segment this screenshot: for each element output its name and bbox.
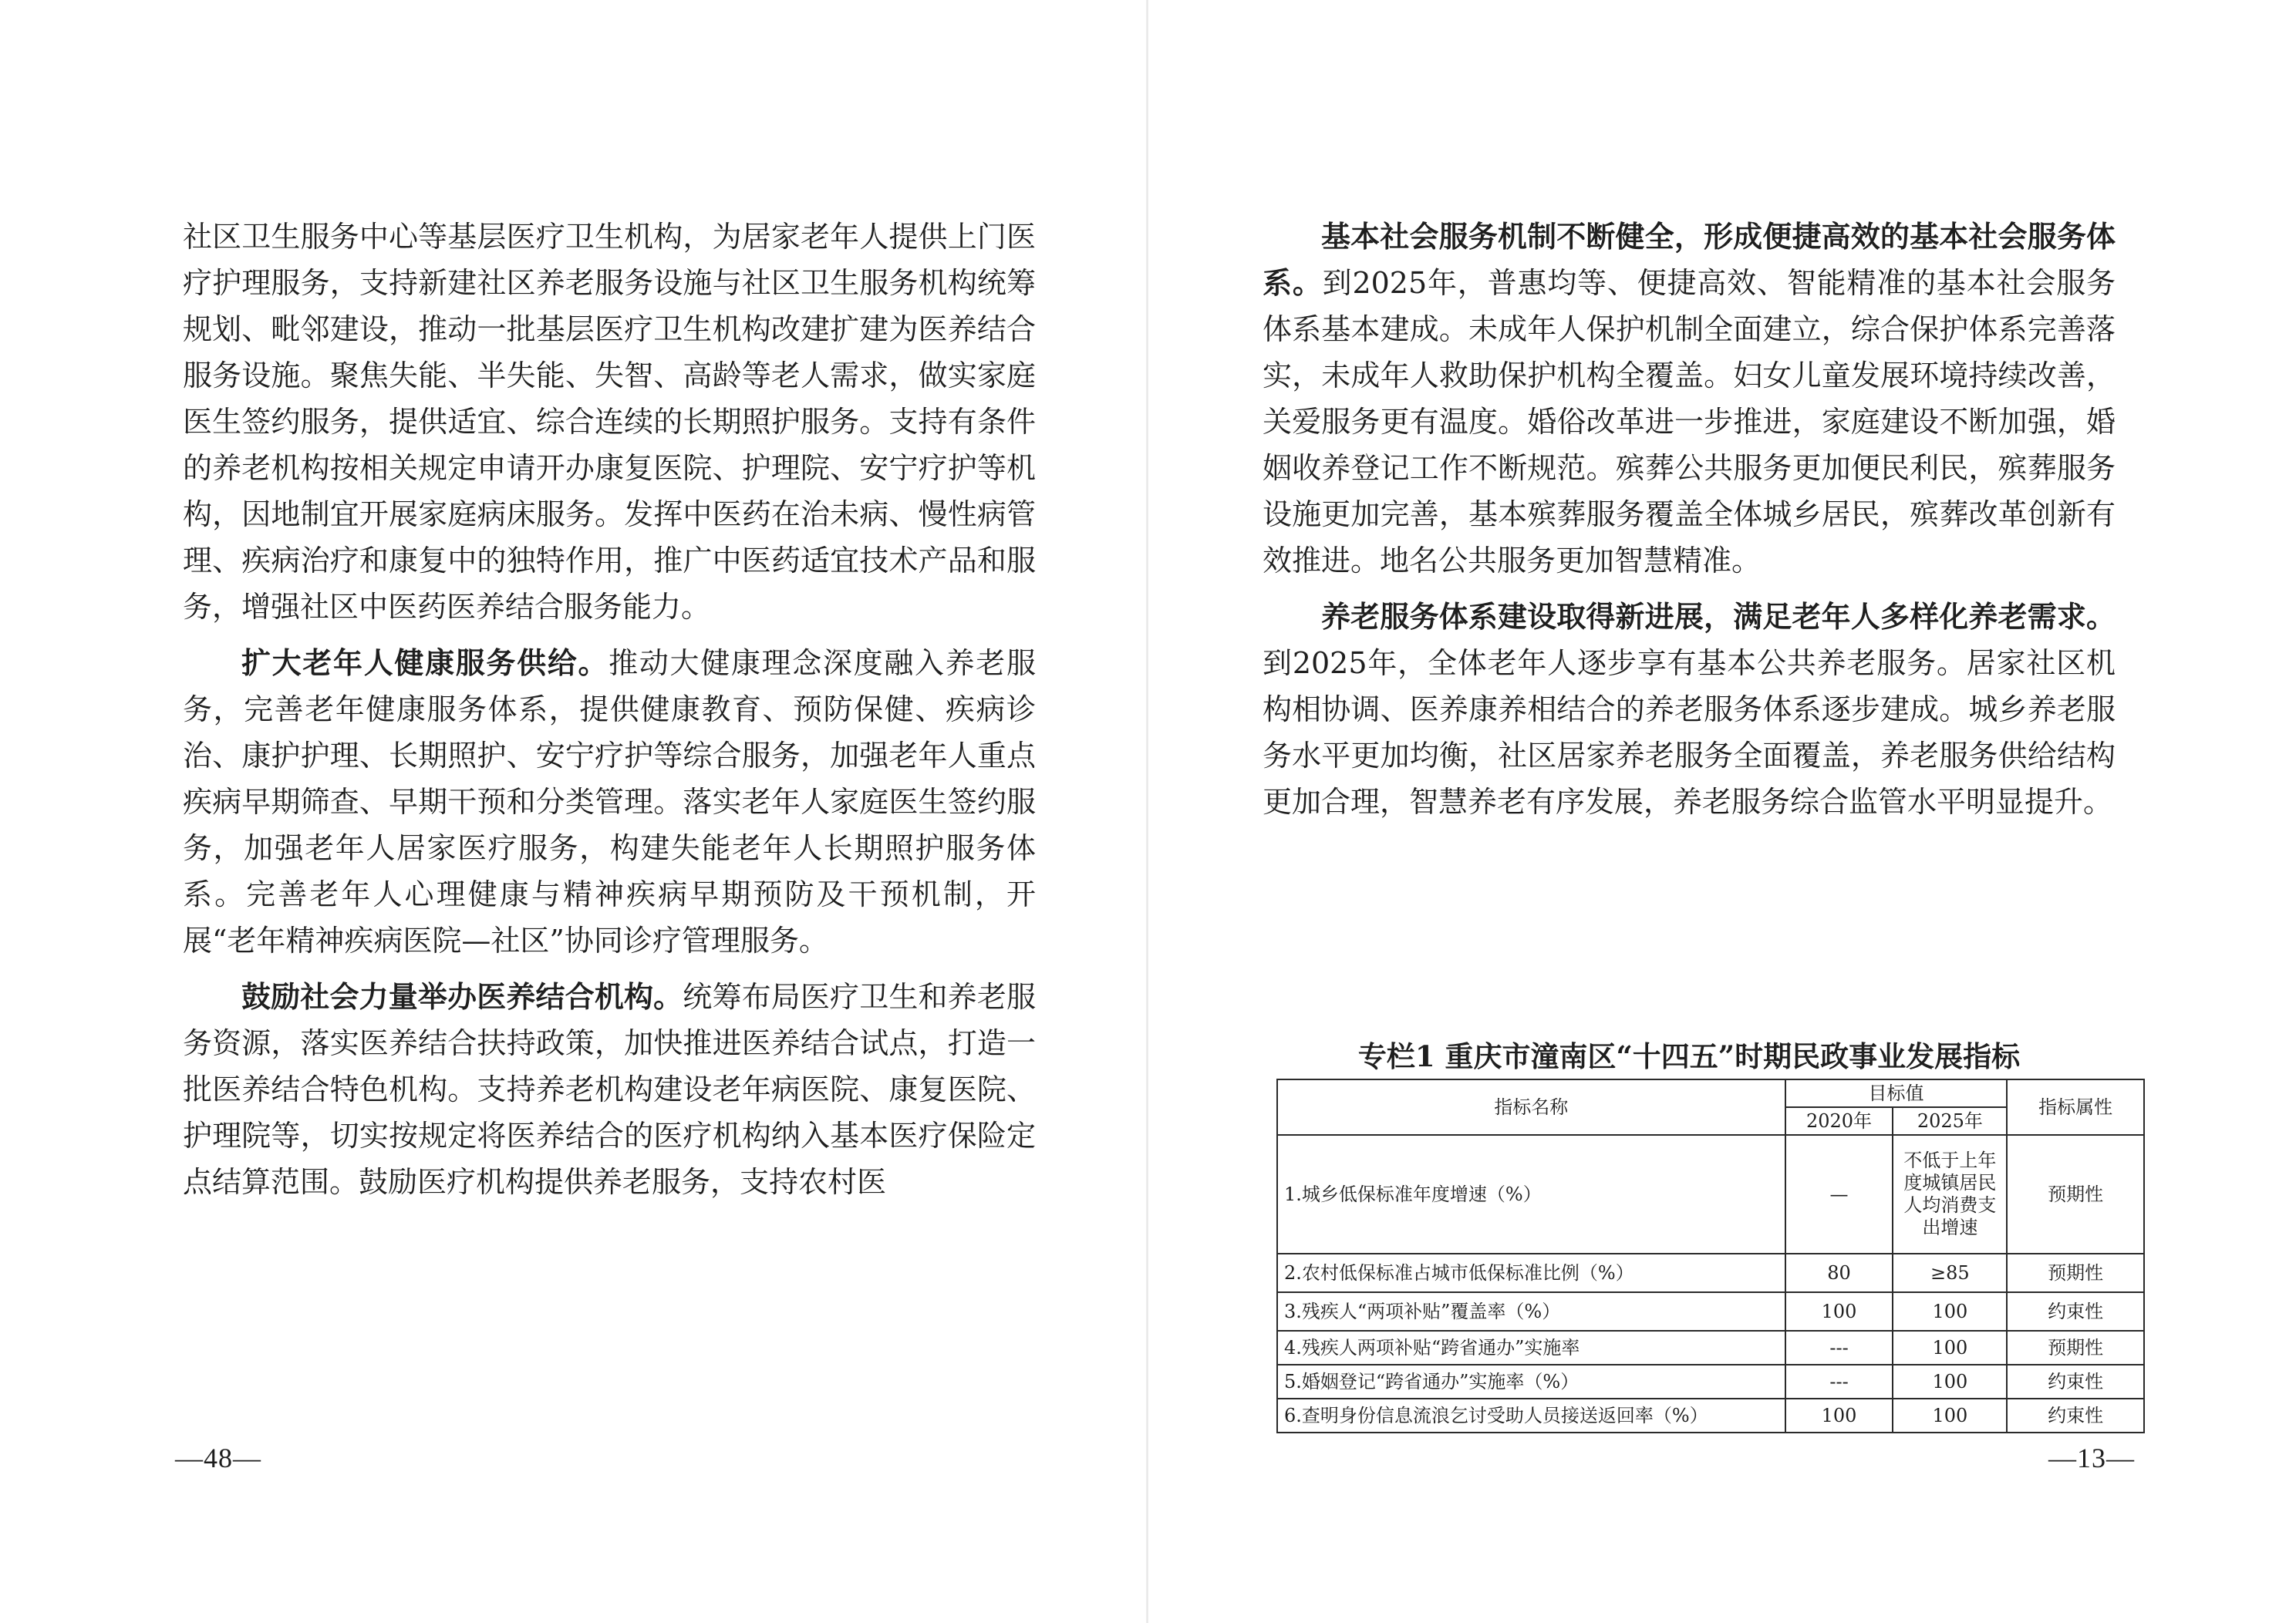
table-row — [1277, 1292, 2144, 1331]
cell-attribute: 约束性 — [2007, 1292, 2144, 1331]
cell-attribute: 预期性 — [2007, 1331, 2144, 1365]
right-page — [1148, 0, 2296, 1623]
paragraph-lead: 基本社会服务机制不断健全，形成便捷高效的基本社会服务体系。 — [1263, 219, 2116, 300]
table-row — [1277, 1399, 2144, 1433]
table-header-row — [1277, 1079, 2144, 1107]
cell-2020: --- — [1785, 1365, 1893, 1399]
header-attribute: 指标属性 — [2007, 1079, 2144, 1135]
header-year-2025: 2025年 — [1893, 1107, 2007, 1135]
cell-indicator-name: 5.婚姻登记“跨省通办”实施率（%） — [1277, 1365, 1785, 1399]
table-row — [1277, 1135, 2144, 1254]
cell-attribute: 约束性 — [2007, 1399, 2144, 1433]
header-target-value: 目标值 — [1785, 1079, 2008, 1107]
cell-indicator-name: 1.城乡低保标准年度增速（%） — [1277, 1135, 1785, 1254]
table-row — [1277, 1365, 2144, 1399]
cell-attribute: 约束性 — [2007, 1365, 2144, 1399]
paragraph-text: 统筹布局医疗卫生和养老服务资源，落实医养结合扶持政策，加快推进医养结合试点，打造一批医养结合特色机构。支持养老机构建设老年病医院、康复医院、护理院等，切实按规定将医养结合的医疗机构纳入基本医疗保险定点结算范围。鼓励医疗机构提供养老服务，支持农村医 — [183, 980, 1036, 1199]
paragraph-lead: 扩大老年人健康服务供给。 — [241, 645, 609, 680]
indicator-table-wrap — [1276, 1079, 2145, 1433]
paragraph-text: 到2025年，全体老年人逐步享有基本公共养老服务。居家社区机构相协调、医养康养相结合的养老服务体系逐步建成。城乡养老服务水平更加均衡，社区居家养老服务全面覆盖，养老服务供给结构更加合理，智慧养老有序发展，养老服务综合监管水平明显提升。 — [1263, 646, 2116, 819]
table-row — [1277, 1331, 2144, 1365]
header-year-2020: 2020年 — [1785, 1107, 1893, 1135]
paragraph-text: 推动大健康理念深度融入养老服务，完善老年健康服务体系，提供健康教育、预防保健、疾病诊治、康护护理、长期照护、安宁疗护等综合服务，加强老年人重点疾病早期筛查、早期干预和分类管理。落实老年人家庭医生签约服务，加强老年人居家医疗服务，构建失能老年人长期照护服务体系。完善老年人心理健康与精神疾病早期预防及干预机制，开展“老年精神疾病医院—社区”协同诊疗管理服务。 — [183, 646, 1036, 958]
left-page-body — [183, 214, 1036, 1205]
cell-2020: — — [1785, 1135, 1893, 1254]
paragraph — [1263, 214, 2116, 584]
cell-2020: 100 — [1785, 1292, 1893, 1331]
page-number: —13— — [2048, 1443, 2135, 1473]
paragraph — [183, 640, 1036, 964]
cell-2025: 100 — [1893, 1292, 2007, 1331]
header-indicator-name: 指标名称 — [1277, 1079, 1785, 1135]
cell-indicator-name: 4.残疾人两项补贴“跨省通办”实施率 — [1277, 1331, 1785, 1365]
cell-2025: 100 — [1893, 1365, 2007, 1399]
paragraph-text: 到2025年，普惠均等、便捷高效、智能精准的基本社会服务体系基本建成。未成年人保护机制全面建立，综合保护体系完善落实，未成年人救助保护机构全覆盖。妇女儿童发展环境持续改善，关爱服务更有温度。婚俗改革进一步推进，家庭建设不断加强，婚姻收养登记工作不断规范。殡葬公共服务更加便民利民，殡葬服务设施更加完善，基本殡葬服务覆盖全体城乡居民，殡葬改革创新有效推进。地名公共服务更加智慧精准。 — [1263, 266, 2116, 577]
right-page-body — [1263, 214, 2116, 825]
cell-2020: 80 — [1785, 1254, 1893, 1292]
table-row — [1277, 1254, 2144, 1292]
paragraph-lead: 养老服务体系建设取得新进展，满足老年人多样化养老需求。 — [1321, 599, 2116, 634]
cell-attribute: 预期性 — [2007, 1254, 2144, 1292]
paragraph-text: 社区卫生服务中心等基层医疗卫生机构，为居家老年人提供上门医疗护理服务，支持新建社区养老服务设施与社区卫生服务机构统筹规划、毗邻建设，推动一批基层医疗卫生机构改建扩建为医养结合服务设施。聚焦失能、半失能、失智、高龄等老人需求，做实家庭医生签约服务，提供适宜、综合连续的长期照护服务。支持有条件的养老机构按相关规定申请开办康复医院、护理院、安宁疗护等机构，因地制宜开展家庭病床服务。发挥中医药在治未病、慢性病管理、疾病治疗和康复中的独特作用，推广中医药适宜技术产品和服务，增强社区中医药医养结合服务能力。 — [183, 220, 1036, 624]
cell-2025: 100 — [1893, 1331, 2007, 1365]
cell-2025: 不低于上年度城镇居民人均消费支出增速 — [1893, 1135, 2007, 1254]
table-title: 专栏1 重庆市潼南区“十四五”时期民政事业发展指标 — [1357, 1039, 2021, 1073]
cell-2025: 100 — [1893, 1399, 2007, 1433]
cell-indicator-name: 2.农村低保标准占城市低保标准比例（%） — [1277, 1254, 1785, 1292]
page-number: —48— — [175, 1443, 261, 1473]
cell-indicator-name: 6.查明身份信息流浪乞讨受助人员接送返回率（%） — [1277, 1399, 1785, 1433]
cell-2025: ≥85 — [1893, 1254, 2007, 1292]
cell-2020: --- — [1785, 1331, 1893, 1365]
paragraph-lead: 鼓励社会力量举办医养结合机构。 — [241, 979, 683, 1014]
paragraph — [183, 214, 1036, 630]
cell-indicator-name: 3.残疾人“两项补贴”覆盖率（%） — [1277, 1292, 1785, 1331]
paragraph — [1263, 594, 2116, 825]
cell-attribute: 预期性 — [2007, 1135, 2144, 1254]
cell-2020: 100 — [1785, 1399, 1893, 1433]
indicator-table — [1276, 1079, 2145, 1433]
paragraph — [183, 974, 1036, 1205]
